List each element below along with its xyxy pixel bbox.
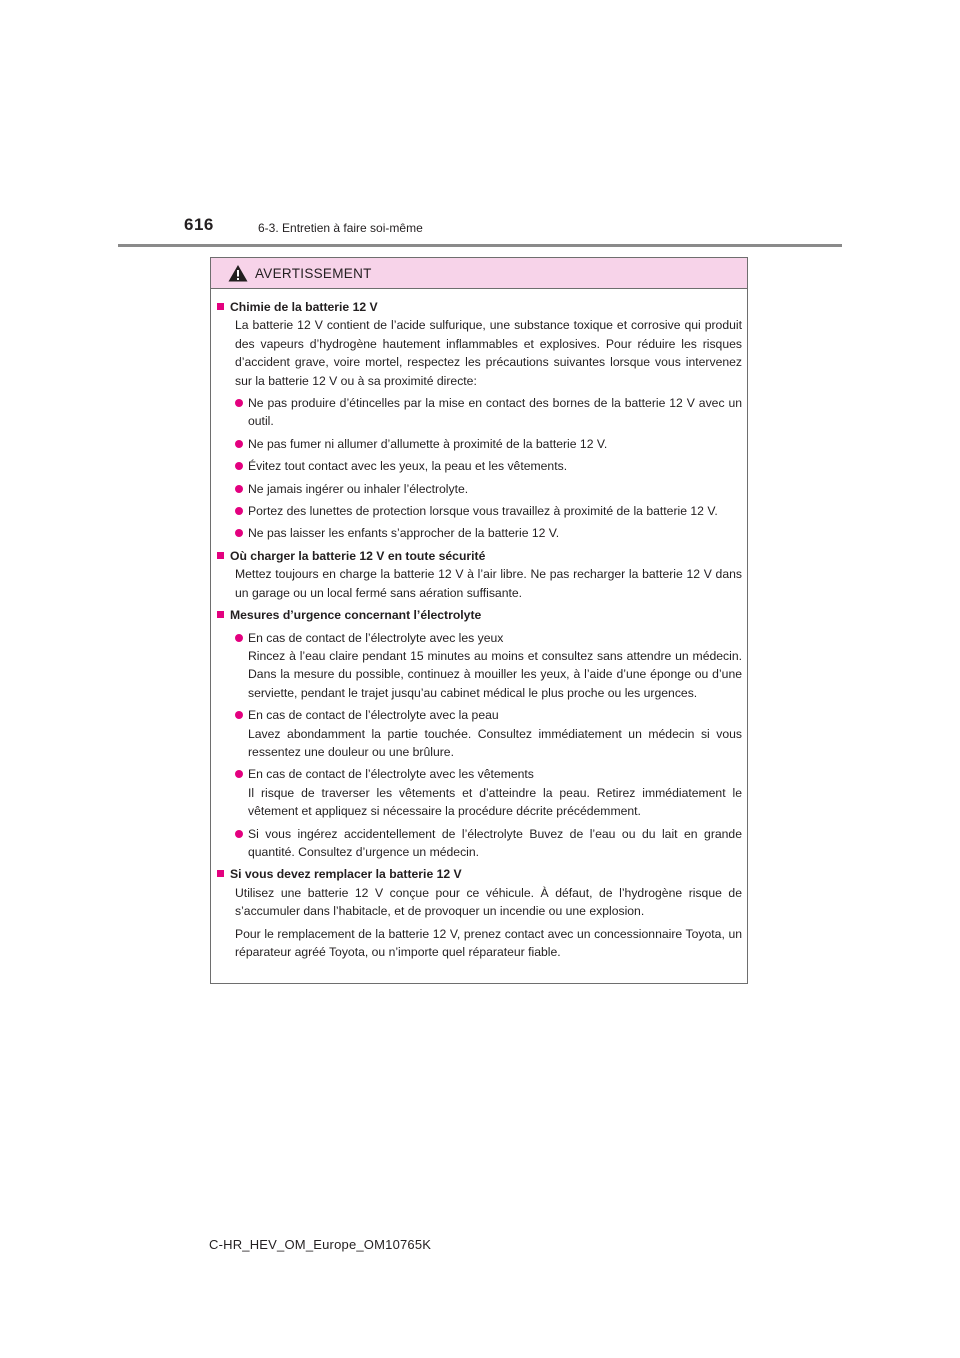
section-heading-text: Où charger la batterie 12 V en toute sécurité <box>230 548 486 563</box>
square-bullet-icon <box>217 552 224 559</box>
warning-box <box>210 257 748 984</box>
section-heading-text: Chimie de la batterie 12 V <box>230 300 378 314</box>
paragraph: Pour le remplacement de la batterie 12 V, prenez contact avec un concessionnaire Toyota, un réparateur agréé Toyota, ou n’importe quel réparateur fiable. <box>235 926 742 959</box>
section-heading <box>217 606 742 624</box>
circle-bullet-icon <box>235 399 243 407</box>
warning-header <box>211 258 747 289</box>
bullet-text: Évitez tout contact avec les yeux, la peau et les vêtements. <box>248 459 568 474</box>
warning-title: AVERTISSEMENT <box>255 265 372 281</box>
circle-bullet-icon <box>235 529 243 537</box>
bullet-text: Lavez abondamment la partie touchée. Consultez immédiatement un médecin si vous ressentez une douleur ou une brûlure. <box>248 726 742 759</box>
bullet-text: Si vous ingérez accidentellement de l’électrolyte Buvez de l’eau ou du lait en grande quantité. Consultez d’urgence un médecin. <box>248 826 742 859</box>
section-heading <box>217 547 742 565</box>
bullet-text: Rincez à l’eau claire pendant 15 minutes au moins et consultez sans attendre un médecin. Dans la mesure du possible, continuez à mouiller les yeux, à l’aide d’une éponge ou d’une serviette, pendant le trajet jusqu’au cabinet médical le plus proche ou les urgences. <box>248 648 742 700</box>
section-heading <box>217 298 742 316</box>
header-divider <box>118 244 842 247</box>
bullet-item <box>235 629 742 703</box>
warning-triangle-icon <box>228 264 248 282</box>
bullet-text: Ne jamais ingérer ou inhaler l’électrolyte. <box>248 481 469 496</box>
square-bullet-icon <box>217 870 224 877</box>
circle-bullet-icon <box>235 711 243 719</box>
section-title: 6-3. Entretien à faire soi-même <box>258 221 423 235</box>
bullet-text: Il risque de traverser les vêtements et d’atteindre la peau. Retirez immédiatement le vêtement et appliquez si nécessaire la procédure décrite précédemment. <box>248 785 742 819</box>
bullet-text: Ne pas laisser les enfants s’approcher de la batterie 12 V. <box>248 526 560 541</box>
circle-bullet-icon <box>235 485 243 493</box>
paragraph: Mettez toujours en charge la batterie 12 V à l’air libre. Ne pas recharger la batterie 12 V dans un garage ou un local fermé sans aération suffisante. <box>235 567 742 600</box>
circle-bullet-icon <box>235 440 243 448</box>
bullet-text: En cas de contact de l’électrolyte avec les vêtements <box>248 767 534 782</box>
square-bullet-icon <box>217 611 224 618</box>
section-heading-text: Mesures d’urgence concernant l’électrolyte <box>230 608 482 623</box>
bullet-text: En cas de contact de l’électrolyte avec la peau <box>248 708 499 723</box>
bullet-item <box>235 394 742 431</box>
circle-bullet-icon <box>235 634 243 642</box>
paragraph: Utilisez une batterie 12 V conçue pour ce véhicule. À défaut, de l’hydrogène risque de s’accumuler dans l’habitacle, et de provoquer un incendie ou une explosion. <box>235 885 742 919</box>
paragraph: La batterie 12 V contient de l’acide sulfurique, une substance toxique et corrosive qui produit des vapeurs d’hydrogène hautement inflammables et explosives. Pour réduire les risques d’accident grave, voire mortel, respectez les précautions suivantes lorsque vous intervenez sur la batterie 12 V ou à sa proximité directe: <box>235 318 742 388</box>
section-heading-text: Si vous devez remplacer la batterie 12 V <box>230 867 462 882</box>
page-number: 616 <box>184 215 214 234</box>
bullet-item <box>235 524 742 542</box>
circle-bullet-icon <box>235 770 243 778</box>
bullet-item <box>235 480 742 498</box>
bullet-item <box>235 706 742 761</box>
circle-bullet-icon <box>235 507 243 515</box>
bullet-text: Ne pas fumer ni allumer d’allumette à proximité de la batterie 12 V. <box>248 436 608 451</box>
warning-body <box>211 289 747 961</box>
bullet-text: Ne pas produire d’étincelles par la mise en contact des bornes de la batterie 12 V avec un outil. <box>248 396 742 429</box>
bullet-item <box>235 502 742 520</box>
document-id: C-HR_HEV_OM_Europe_OM10765K <box>209 1237 432 1252</box>
bullet-item <box>235 825 742 862</box>
square-bullet-icon <box>217 303 224 310</box>
circle-bullet-icon <box>235 462 243 470</box>
bullet-item <box>235 435 742 453</box>
bullet-text: En cas de contact de l’électrolyte avec les yeux <box>248 630 504 645</box>
bullet-item <box>235 457 742 475</box>
circle-bullet-icon <box>235 830 243 838</box>
bullet-item <box>235 765 742 820</box>
section-heading <box>217 865 742 883</box>
bullet-text: Portez des lunettes de protection lorsque vous travaillez à proximité de la batterie 12 V. <box>248 504 718 519</box>
